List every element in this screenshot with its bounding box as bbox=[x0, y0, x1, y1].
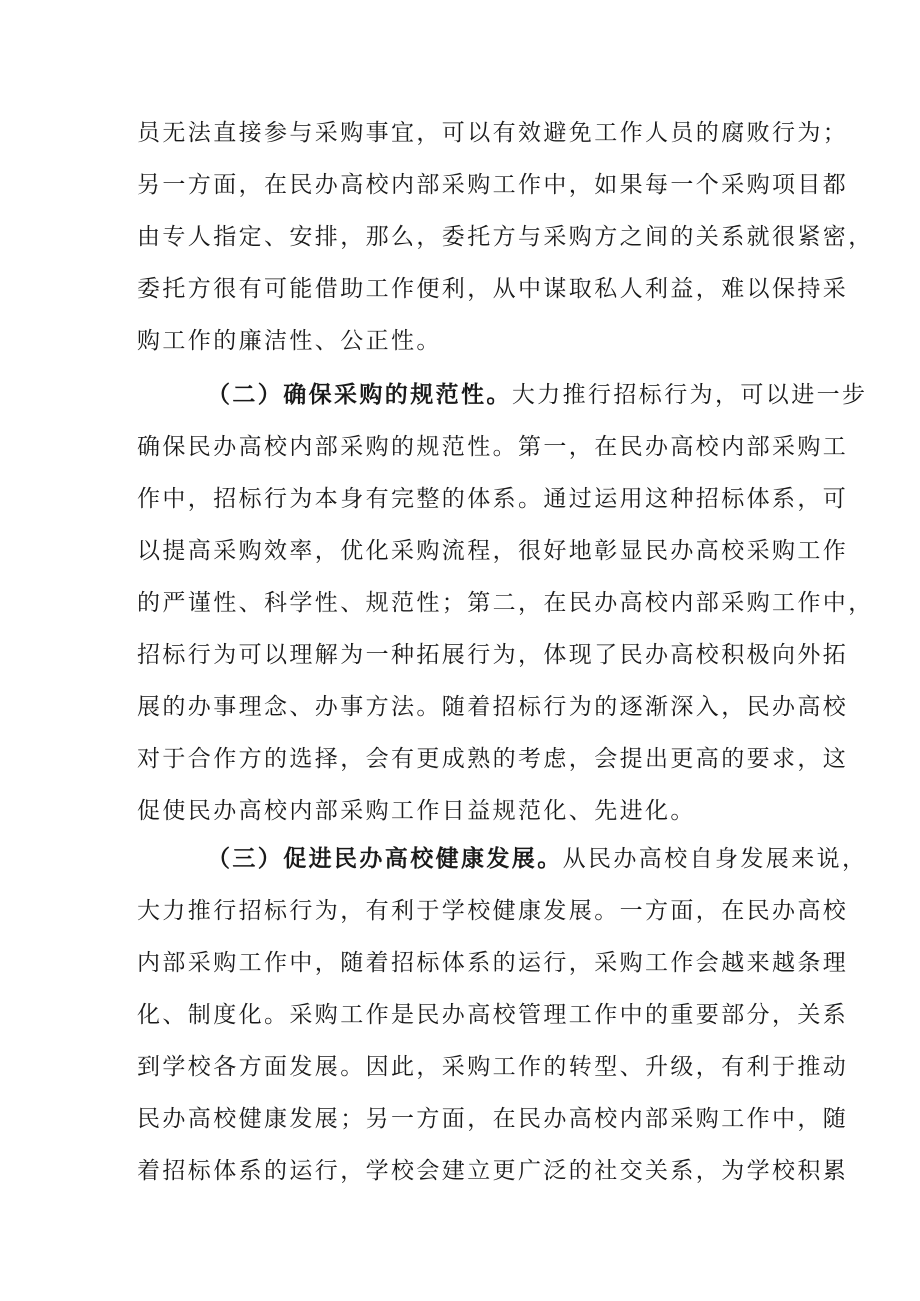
text-line: 购工作的廉洁性、公正性。 bbox=[137, 328, 442, 354]
text-line: 促使民办高校内部采购工作日益规范化、先进化。 bbox=[137, 798, 696, 824]
section-heading: （三）促进民办高校健康发展。 bbox=[207, 846, 563, 872]
text-line: 展的办事理念、办事方法。随着招标行为的逐渐深入，民办高校 bbox=[137, 694, 849, 720]
text-line: 的严谨性、科学性、规范性；第二，在民办高校内部采购工作中， bbox=[137, 590, 874, 616]
text-line: 民办高校健康发展；另一方面，在民办高校内部采购工作中，随 bbox=[137, 1106, 849, 1132]
text-line: 大力推行招标行为，有利于学校健康发展。一方面，在民办高校 bbox=[137, 898, 849, 924]
text-run: 从民办高校自身发展来说， bbox=[562, 846, 868, 872]
paragraph-first-line bbox=[137, 369, 868, 421]
text-line: 对于合作方的选择，会有更成熟的考虑，会提出更高的要求，这 bbox=[137, 746, 849, 772]
text-line: 委托方很有可能借助工作便利，从中谋取私人利益，难以保持采 bbox=[137, 276, 849, 302]
text-line: 另一方面，在民办高校内部采购工作中，如果每一个采购项目都 bbox=[137, 172, 849, 198]
paragraph-first-line bbox=[137, 833, 868, 885]
text-line: 由专人指定、安排，那么，委托方与采购方之间的关系就很紧密， bbox=[137, 224, 874, 250]
text-line: 着招标体系的运行，学校会建立更广泛的社交关系，为学校积累 bbox=[137, 1158, 849, 1184]
text-line: 内部采购工作中，随着招标体系的运行，采购工作会越来越条理 bbox=[137, 950, 849, 976]
text-line: 化、制度化。采购工作是民办高校管理工作中的重要部分，关系 bbox=[137, 1002, 849, 1028]
paragraph-section-3 bbox=[137, 833, 868, 1197]
text-line: 作中，招标行为本身有完整的体系。通过运用这种招标体系，可 bbox=[137, 486, 849, 512]
text-line: 到学校各方面发展。因此，采购工作的转型、升级，有利于推动 bbox=[137, 1054, 849, 1080]
text-line: 招标行为可以理解为一种拓展行为，体现了民办高校积极向外拓 bbox=[137, 642, 849, 668]
paragraph-continuation bbox=[137, 107, 874, 367]
text-run: 大力推行招标行为，可以进一步 bbox=[511, 382, 868, 408]
paragraph-section-2 bbox=[137, 369, 874, 837]
text-line: 以提高采购效率，优化采购流程，很好地彰显民办高校采购工作 bbox=[137, 538, 849, 564]
text-line: 确保民办高校内部采购的规范性。第一，在民办高校内部采购工 bbox=[137, 434, 849, 460]
section-heading: （二）确保采购的规范性。 bbox=[207, 382, 512, 408]
text-line: 员无法直接参与采购事宜，可以有效避免工作人员的腐败行为； bbox=[137, 120, 849, 146]
